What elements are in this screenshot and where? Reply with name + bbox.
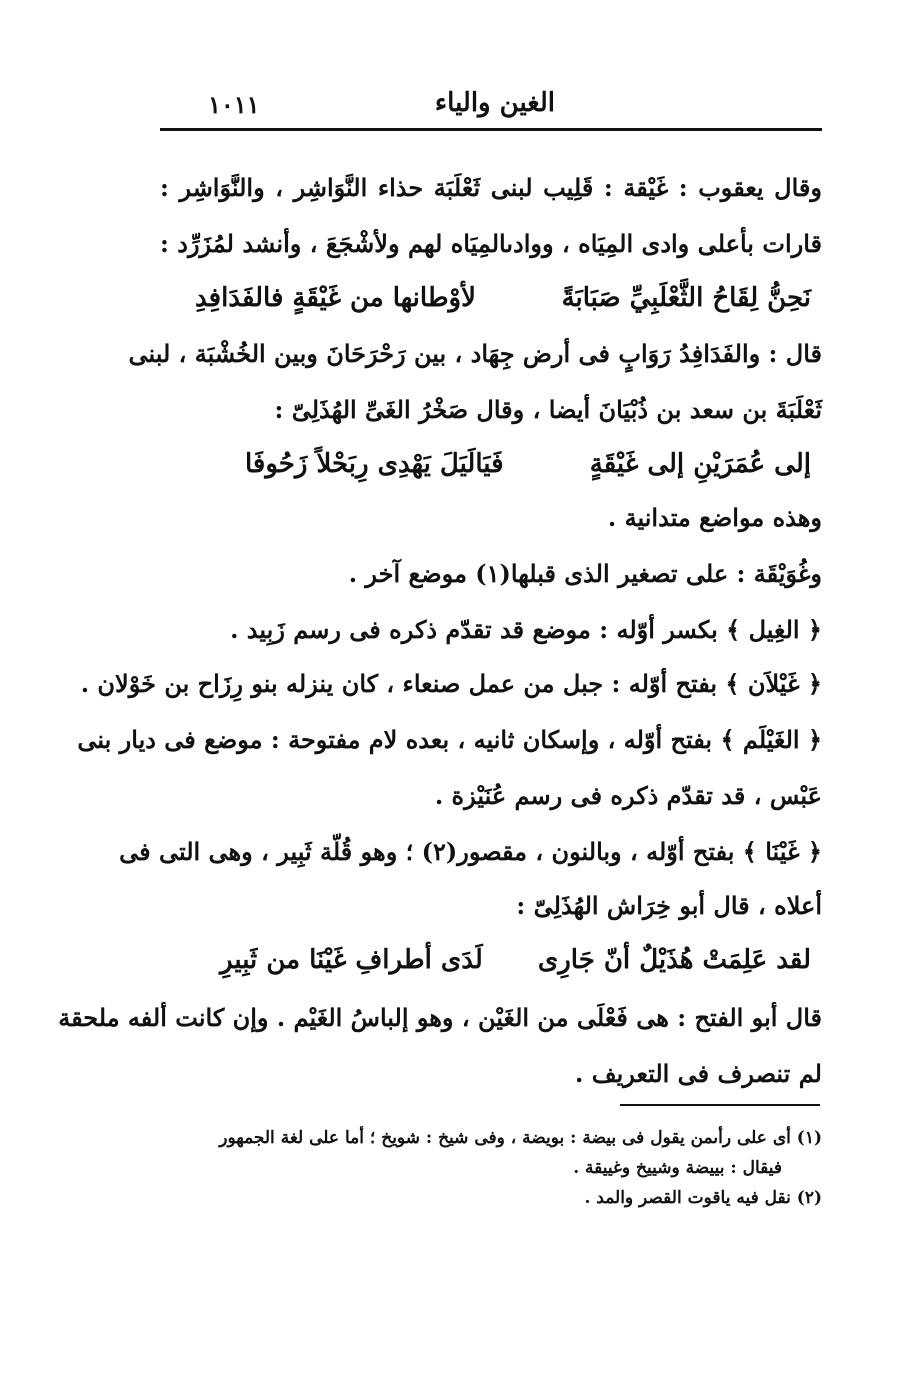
verse-1-second-hemistich: لأوْطانها من غَيْقَةٍ فالفَدَافِدِ (195, 283, 476, 313)
verse-3-first-hemistich: لقد عَلِمَتْ هُذَيْلٌ أنّ جَارِى (537, 945, 811, 975)
entry-ghaylan: ﴿ غَيْلاَن ﴾ بفتح أوّله : جبل من عمل صنعاء ، كان ينزله بنو رِزَاح بن خَوْلان . (80, 669, 822, 698)
footnote-rule (620, 1104, 820, 1106)
text-line-12: أعلاه ، قال أبو خِرَاش الهُذَلِىّ : (516, 891, 822, 920)
running-header (160, 84, 820, 124)
text-line-3: قال : والفَدَافِدُ رَوَابٍ فى أرض جِهَاد ، بين رَحْرَحَانَ وبين الخُشْبَة ، لبنى (128, 339, 822, 368)
text-line-10: عَبْس ، قد تقدّم ذكره فى رسم عُنَيْزة . (434, 781, 822, 810)
entry-ghil: ﴿ الغِيل ﴾ بكسر أوّله : موضع قد تقدّم ذكره فى رسم زَبِيد . (230, 615, 822, 644)
header-rule (160, 128, 822, 131)
text-line-2: قارات بأعلى وادى المِيَاه ، ووادىالمِيَاه لهم ولأشْجَعَ ، وأنشد لمُزَرِّد : (160, 229, 822, 258)
header-title: الغين والياء (434, 88, 555, 118)
verse-2-first-hemistich: إلى عُمَرَيْنِ إلى غَيْقَةٍ (589, 449, 811, 479)
text-line-1: وقال يعقوب : غَيْقة : قَلِيب لبنى ثَعْلَبَة حذاء النَّوَاشِر ، والنَّوَاشِر : (160, 173, 822, 202)
footnote-2: (٢) نقل فيه ياقوت القصر والمد . (584, 1188, 822, 1208)
page-number: ١٠١١ (208, 90, 260, 119)
text-line-6: وغُوَيْقَة : على تصغير الذى قبلها(١) موضع آخر . (348, 559, 822, 588)
text-line-13: قال أبو الفتح : هى فَعْلَى من الغَيْن ، وهو إلباسُ الغَيْم . وإن كانت ألفه ملحقة (58, 1003, 822, 1032)
text-line-4: ثَعْلَبَةَ بن سعد بن ذُبْيَانَ أيضا ، وقال صَخْرُ الغَىِّ الهُذَلِىّ : (274, 395, 822, 424)
text-line-14: لم تنصرف فى التعريف . (575, 1059, 822, 1088)
footnote-1-continuation: فيقال : بييضة وشييخ وغييقة . (573, 1158, 782, 1178)
verse-1-first-hemistich: نَحِنُّ لِقَاحُ الثَّعْلَبِيِّ صَبَابَةً (561, 283, 811, 313)
entry-ghayna: ﴿ غَيْنَا ﴾ بفتح أوّله ، وبالنون ، مقصور(٢) ؛ وهو قُلّة ثَبِير ، وهى التى فى (119, 837, 822, 866)
verse-3-second-hemistich: لَدَى أطرافِ غَيْنَا من ثَبِيرِ (220, 945, 483, 975)
text-line-5: وهذه مواضع متدانية . (607, 503, 822, 532)
verse-2-second-hemistich: فَيَالَيَلَ يَهْدِى رِبَحْلاً زَحُوفَا (245, 449, 504, 479)
entry-ghaylam: ﴿ الغَيْلَم ﴾ بفتح أوّله ، وإسكان ثانيه ، بعده لام مفتوحة : موضع فى ديار بنى (77, 725, 822, 754)
footnote-1: (١) أى على رأىمن يقول فى بيضة : بويضة ، وفى شيخ : شويخ ؛ أما على لغة الجمهور (219, 1128, 822, 1148)
